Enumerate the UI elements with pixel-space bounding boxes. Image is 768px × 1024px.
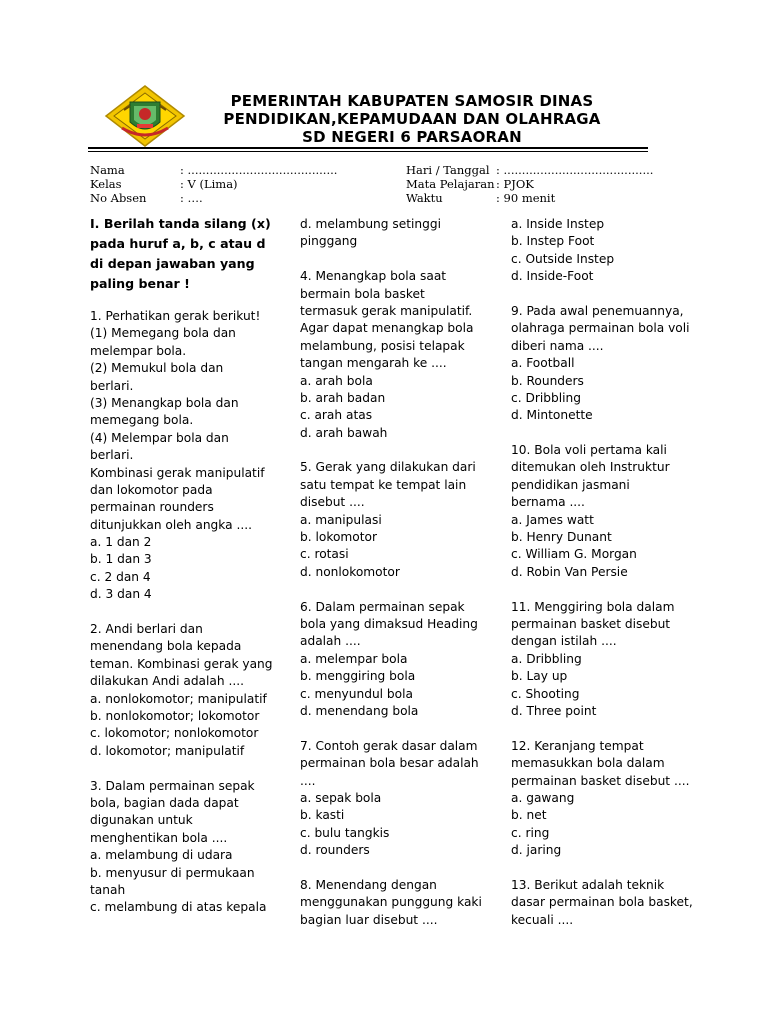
question-text-line: olahraga permainan bola voli: [511, 321, 690, 336]
identity-row-waktu: [406, 191, 706, 205]
question-column-1: [90, 214, 290, 917]
answer-option[interactable]: c. bulu tangkis: [300, 825, 390, 840]
question-text-line: 11. Menggiring bola dalam: [511, 599, 675, 614]
answer-option[interactable]: c. menyundul bola: [300, 686, 413, 701]
question-text-line: Agar dapat menangkap bola: [300, 321, 474, 336]
question-text-line: 7. Contoh gerak dasar dalam: [300, 738, 478, 753]
header-title-line: PEMERINTAH KABUPATEN SAMOSIR DINAS: [230, 92, 594, 110]
answer-option[interactable]: d. rounders: [300, 843, 370, 858]
answer-option[interactable]: a. melempar bola: [300, 651, 408, 666]
question-text-line: pinggang: [300, 234, 358, 249]
field-label: No Absen: [90, 191, 147, 205]
field-value-nama[interactable]: : .........................................: [180, 163, 338, 177]
question-text-line: 5. Gerak yang dilakukan dari: [300, 460, 476, 475]
identity-row-nama: [90, 163, 390, 177]
question-text-line: pendidikan jasmani: [511, 477, 630, 492]
question-text-line: teman. Kombinasi gerak yang: [90, 656, 273, 671]
answer-option[interactable]: b. kasti: [300, 808, 345, 823]
question-text-line: ....: [300, 773, 316, 788]
question-text-line: bagian luar disebut ....: [300, 912, 438, 927]
question-text-line: dilakukan Andi adalah ....: [90, 674, 244, 689]
question-text-line: dan lokomotor pada: [90, 482, 213, 497]
answer-option[interactable]: c. Dribbling: [511, 390, 581, 405]
answer-option[interactable]: c. Shooting: [511, 686, 580, 701]
question-text-line: bermain bola basket: [300, 286, 425, 301]
question-text-line: 6. Dalam permainan sepak: [300, 599, 465, 614]
question-text-line: (1) Memegang bola dan: [90, 326, 236, 341]
question-text-line: 2. Andi berlari dan: [90, 622, 203, 637]
question-text-line: tanah: [90, 882, 126, 897]
field-value-no-absen[interactable]: : ….: [180, 191, 203, 205]
answer-option[interactable]: d. Mintonette: [511, 408, 593, 423]
header-title-line: SD NEGERI 6 PARSAORAN: [302, 128, 522, 146]
school-header-title: [196, 92, 628, 146]
question-column-3: [511, 216, 726, 929]
answer-option[interactable]: a. James watt: [511, 512, 594, 527]
question-text-line: 9. Pada awal penemuannya,: [511, 303, 684, 318]
identity-row-no-absen: [90, 191, 390, 205]
instruction-line: paling benar !: [90, 276, 190, 291]
question-text-line: bernama ....: [511, 495, 585, 510]
blank-line: [511, 859, 726, 876]
question-text-line: berlari.: [90, 378, 134, 393]
student-identity-right: [406, 163, 706, 205]
identity-row-mata-pelajaran: [406, 177, 706, 191]
answer-option[interactable]: d. menendang bola: [300, 703, 419, 718]
question-text-line: permainan basket disebut: [511, 616, 671, 631]
answer-option[interactable]: b. Instep Foot: [511, 234, 595, 249]
answer-option[interactable]: b. Lay up: [511, 669, 568, 684]
answer-option[interactable]: b. menyusur di permukaan: [90, 865, 255, 880]
answer-option[interactable]: d. melambung setinggi: [300, 217, 441, 231]
question-text-line: kecuali ....: [511, 912, 574, 927]
answer-option[interactable]: b. Rounders: [511, 373, 584, 388]
instruction-line: pada huruf a, b, c atau d: [90, 236, 266, 251]
identity-row-kelas: [90, 177, 390, 191]
blank-line: [300, 442, 500, 459]
answer-option[interactable]: a. Dribbling: [511, 651, 582, 666]
answer-option[interactable]: a. arah bola: [300, 373, 373, 388]
question-lines: [90, 308, 290, 917]
blank-line: [300, 581, 500, 598]
question-lines: [511, 216, 726, 929]
question-text-line: (4) Melempar bola dan: [90, 430, 229, 445]
answer-option[interactable]: a. Football: [511, 356, 575, 371]
blank-line: [511, 720, 726, 737]
field-label: Mata Pelajaran: [406, 177, 495, 191]
answer-option[interactable]: d. 3 dan 4: [90, 587, 152, 602]
answer-option[interactable]: a. gawang: [511, 790, 575, 805]
field-label: Waktu: [406, 191, 443, 205]
question-text-line: 12. Keranjang tempat: [511, 738, 644, 753]
answer-option[interactable]: a. 1 dan 2: [90, 535, 152, 550]
question-text-line: bola yang dimaksud Heading: [300, 616, 478, 631]
answer-option[interactable]: c. melambung di atas kepala: [90, 900, 267, 915]
instruction-line: di depan jawaban yang: [90, 256, 255, 271]
answer-option[interactable]: b. 1 dan 3: [90, 552, 152, 567]
question-text-line: ditemukan oleh Instruktur: [511, 460, 670, 475]
answer-option[interactable]: d. Three point: [511, 703, 597, 718]
answer-option[interactable]: b. lokomotor: [300, 530, 377, 545]
question-text-line: 3. Dalam permainan sepak: [90, 778, 255, 793]
question-text-line: menggunakan punggung kaki: [300, 895, 482, 910]
question-lines: [300, 216, 500, 929]
question-text-line: digunakan untuk: [90, 813, 193, 828]
answer-option[interactable]: a. nonlokomotor; manipulatif: [90, 691, 267, 706]
blank-line: [511, 425, 726, 442]
answer-option[interactable]: c. lokomotor; nonlokomotor: [90, 726, 259, 741]
question-text-line: 8. Menendang dengan: [300, 877, 437, 892]
answer-option[interactable]: c. Outside Instep: [511, 251, 615, 266]
question-text-line: satu tempat ke tempat lain: [300, 477, 467, 492]
question-text-line: dasar permainan bola basket,: [511, 895, 693, 910]
question-column-2: [300, 216, 500, 929]
answer-option[interactable]: d. jaring: [511, 843, 562, 858]
header-title-line: PENDIDIKAN,KEPAMUDAAN DAN OLAHRAGA: [223, 110, 601, 128]
header-divider-thin: [88, 151, 648, 152]
answer-option[interactable]: d. Robin Van Persie: [511, 564, 628, 579]
question-text-line: adalah ....: [300, 634, 361, 649]
answer-option[interactable]: c. rotasi: [300, 547, 349, 562]
question-text-line: memasukkan bola dalam: [511, 756, 665, 771]
answer-option[interactable]: b. menggiring bola: [300, 669, 416, 684]
question-text-line: dengan istilah ....: [511, 634, 617, 649]
instructions: [90, 214, 290, 294]
answer-option[interactable]: b. Henry Dunant: [511, 530, 612, 545]
field-label: Hari / Tanggal: [406, 163, 490, 177]
field-value-hari-tanggal[interactable]: : .........................................: [496, 163, 654, 177]
answer-option[interactable]: b. arah badan: [300, 390, 386, 405]
header-divider: [88, 147, 648, 149]
question-text-line: 1. Perhatikan gerak berikut!: [90, 309, 261, 323]
answer-option[interactable]: c. arah atas: [300, 408, 373, 423]
answer-option[interactable]: d. arah bawah: [300, 425, 388, 440]
question-text-line: tangan mengarah ke ....: [300, 356, 447, 371]
answer-option[interactable]: b. net: [511, 808, 547, 823]
question-text-line: Kombinasi gerak manipulatif: [90, 465, 265, 480]
blank-line: [90, 760, 290, 777]
question-text-line: disebut ....: [300, 495, 365, 510]
field-value-mata-pelajaran: : PJOK: [496, 177, 534, 191]
question-text-line: 4. Menangkap bola saat: [300, 269, 447, 284]
blank-line: [300, 859, 500, 876]
identity-row-hari-tanggal: [406, 163, 706, 177]
question-text-line: termasuk gerak manipulatif.: [300, 303, 473, 318]
answer-option[interactable]: b. nonlokomotor; lokomotor: [90, 708, 260, 723]
question-text-line: ditunjukkan oleh angka ....: [90, 517, 252, 532]
question-text-line: menendang bola kepada: [90, 639, 242, 654]
blank-line: [511, 286, 726, 303]
answer-option[interactable]: a. melambung di udara: [90, 848, 233, 863]
question-text-line: melempar bola.: [90, 343, 187, 358]
question-text-line: berlari.: [90, 448, 134, 463]
question-text-line: permainan bola besar adalah: [300, 756, 479, 771]
question-text-line: permainan rounders: [90, 500, 214, 515]
question-text-line: menghentikan bola ....: [90, 830, 228, 845]
blank-line: [90, 604, 290, 621]
answer-option[interactable]: c. ring: [511, 825, 550, 840]
question-text-line: diberi nama ....: [511, 338, 604, 353]
question-text-line: 10. Bola voli pertama kali: [511, 443, 667, 458]
question-text-line: bola, bagian dada dapat: [90, 795, 239, 810]
field-label: Kelas: [90, 177, 122, 191]
answer-option[interactable]: a. Inside Instep: [511, 217, 605, 231]
answer-option[interactable]: a. sepak bola: [300, 790, 382, 805]
instruction-line: I. Berilah tanda silang (x): [90, 216, 271, 231]
answer-option[interactable]: c. 2 dan 4: [90, 569, 151, 584]
field-value-kelas: : V (Lima): [180, 177, 238, 191]
answer-option[interactable]: d. Inside-Foot: [511, 269, 594, 284]
blank-line: [511, 581, 726, 598]
blank-line: [300, 251, 500, 268]
answer-option[interactable]: d. nonlokomotor: [300, 564, 400, 579]
student-identity-left: [90, 163, 390, 205]
answer-option[interactable]: d. lokomotor; manipulatif: [90, 743, 245, 758]
question-text-line: (2) Memukul bola dan: [90, 361, 224, 376]
question-text-line: (3) Menangkap bola dan: [90, 395, 239, 410]
question-text-line: melambung, posisi telapak: [300, 338, 465, 353]
question-text-line: permainan basket disebut ....: [511, 773, 690, 788]
field-label: Nama: [90, 163, 125, 177]
blank-line: [300, 720, 500, 737]
answer-option[interactable]: c. William G. Morgan: [511, 547, 637, 562]
question-text-line: memegang bola.: [90, 413, 194, 428]
question-text-line: 13. Berikut adalah teknik: [511, 877, 665, 892]
answer-option[interactable]: a. manipulasi: [300, 512, 382, 527]
field-value-waktu: : 90 menit: [496, 191, 556, 205]
samosir-regency-emblem-icon: [104, 84, 186, 148]
